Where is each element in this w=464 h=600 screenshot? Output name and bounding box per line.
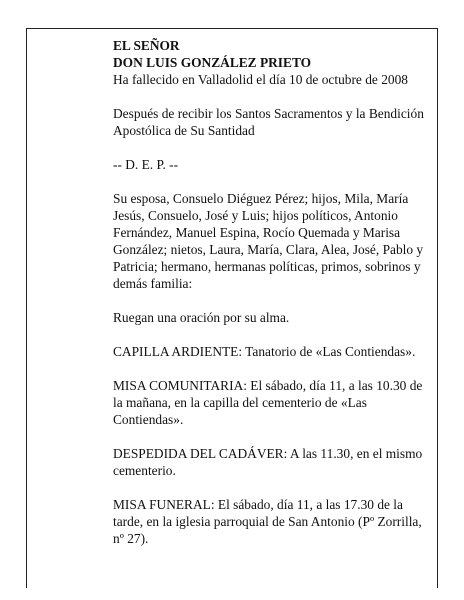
obituary-notice [113, 37, 431, 547]
deceased-name: DON LUIS GONZÁLEZ PRIETO [113, 55, 312, 70]
sacraments-text: Después de recibir los Santos Sacramentos y la Bendición Apostólica de Su Santidad [113, 106, 424, 138]
family-text: Su esposa, Consuelo Diéguez Pérez; hijos, Mila, María Jesús, Consuelo, José y Luis; hijos políticos, Antonio Fernández, Manuel Espina, Rocío Quemada y Marisa González; nietos, Laura, María, Clara, Alea, José, Pablo y Patricia; hermano, hermanas políticas, primos, sobrinos y demás familia: [113, 191, 424, 291]
prayer-text: Ruegan una oración por su alma. [113, 310, 290, 325]
capilla-ardiente: CAPILLA ARDIENTE: Tanatorio de «Las Contiendas». [113, 344, 416, 359]
deceased-title: EL SEÑOR [113, 38, 180, 53]
misa-comunitaria: MISA COMUNITARIA: El sábado, día 11, a las 10.30 de la mañana, en la capilla del cementerio de «Las Contiendas». [113, 378, 423, 427]
misa-funeral: MISA FUNERAL: El sábado, día 11, a las 17.30 de la tarde, en la iglesia parroquial de San Antonio (Pº Zorrilla, nº 27). [113, 497, 422, 546]
despedida-cadaver: DESPEDIDA DEL CADÁVER: A las 11.30, en el mismo cementerio. [113, 446, 423, 478]
death-announcement: Ha fallecido en Valladolid el día 10 de octubre de 2008 [113, 72, 408, 87]
dep-text: -- D. E. P. -- [113, 157, 179, 172]
